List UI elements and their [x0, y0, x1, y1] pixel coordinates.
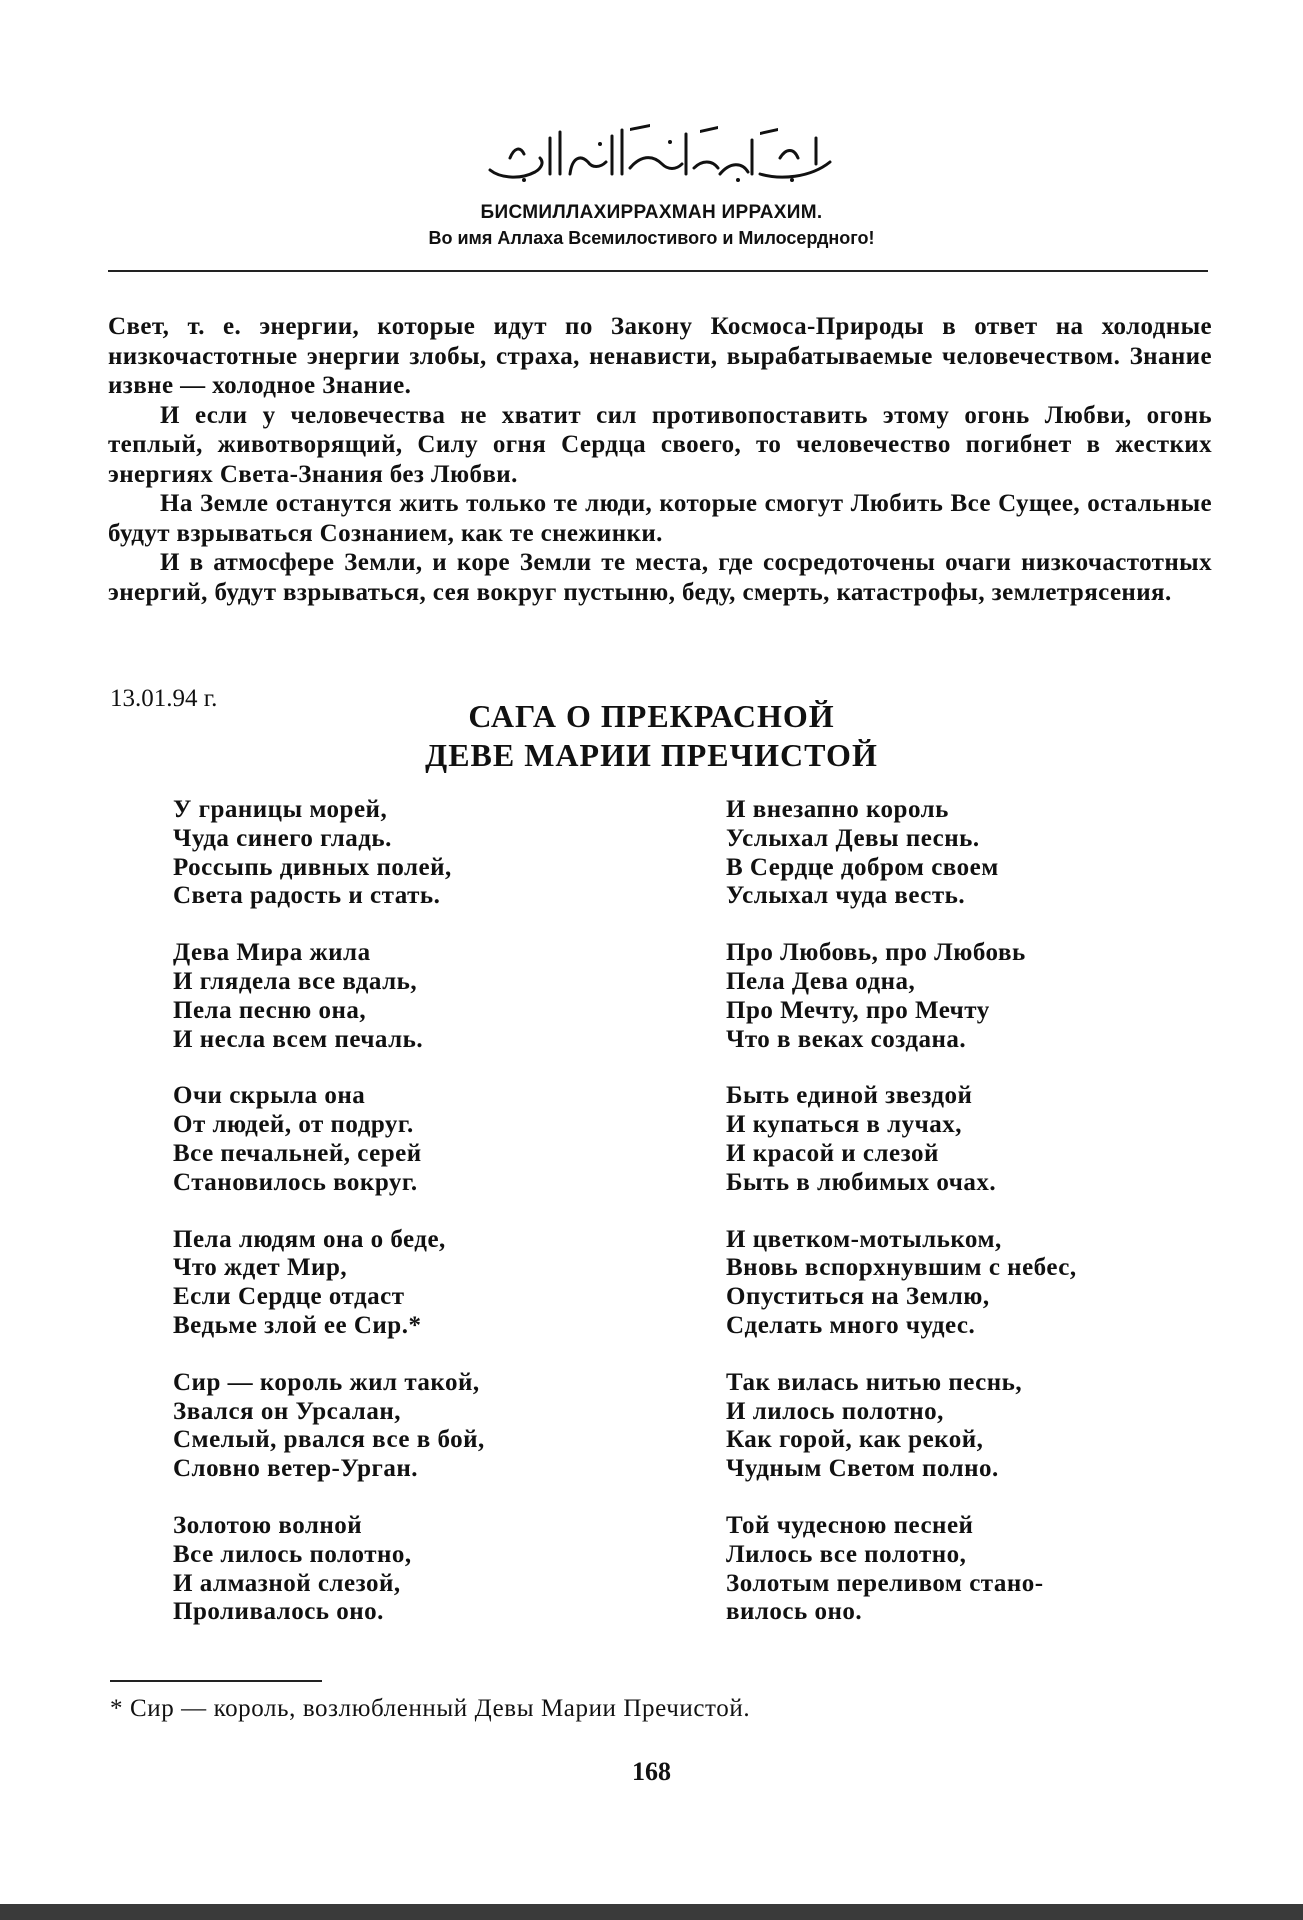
verse-line: Ведьме злой ее Сир.*: [173, 1311, 422, 1339]
verse-line: Услыхал чуда весть.: [726, 882, 966, 910]
verse-line: Все печальней, серей: [173, 1139, 422, 1167]
verse-line: Пела песню она,: [173, 996, 367, 1024]
verse-line: Сир — король жил такой,: [173, 1368, 480, 1396]
verse-line: Пела людям она о беде,: [173, 1225, 446, 1253]
poem-date: 13.01.94 г.: [110, 685, 218, 712]
verse-line: Лилось все полотно,: [726, 1540, 967, 1568]
verse-line: Если Сердце отдаст: [173, 1283, 405, 1311]
verse-line: Услыхал Девы песнь.: [726, 824, 980, 852]
verse-line: И глядела все вдаль,: [173, 967, 418, 995]
verse-line: Света радость и стать.: [173, 882, 441, 910]
verse-line: Дева Мира жила: [173, 939, 371, 967]
verse-line: И цветком-мотыльком,: [726, 1225, 1002, 1253]
poem-title-line: САГА О ПРЕКРАСНОЙ: [468, 698, 835, 734]
verse-line: Быть в любимых очах.: [726, 1168, 997, 1196]
verse-line: Становилось вокруг.: [173, 1168, 418, 1196]
verse-line: И лилось полотно,: [726, 1397, 944, 1425]
verse-line: Про Любовь, про Любовь: [726, 939, 1026, 967]
stanza: [726, 939, 1206, 1054]
verse-line: И красой и слезой: [726, 1139, 939, 1167]
verse-line: Той чудесною песней: [726, 1511, 974, 1539]
verse-line: Чудным Светом полно.: [726, 1455, 999, 1483]
paragraph: И если у человечества не хватит сил противопоставить этому огонь Любви, огонь теплый, животворящий, Силу огня Сердца своего, то человечество погибнет в жестких энергиях Света-Знания без Любви.: [108, 401, 1212, 488]
verse-line: Золотым переливом стано-: [726, 1569, 1044, 1597]
verse-line: Сделать много чудес.: [726, 1311, 976, 1339]
verse-line: Как горой, как рекой,: [726, 1426, 984, 1454]
paragraph: И в атмосфере Земли, и коре Земли те места, где сосредоточены очаги низкочастотных энергий, будут взрываться, сея вокруг пустыню, беду, смерть, катастрофы, землетрясения.: [108, 549, 1212, 606]
verse-line: вилось оно.: [726, 1598, 863, 1626]
bismillah-transliteration: БИСМИЛЛАХИРРАХМАН ИРРАХИМ.: [480, 202, 823, 223]
stanza: [726, 1226, 1206, 1341]
stanza: [726, 1082, 1206, 1197]
verse-line: Смелый, рвался все в бой,: [173, 1426, 485, 1454]
stanza: [726, 1512, 1206, 1627]
verse-line: Быть единой звездой: [726, 1082, 973, 1110]
verse-line: Что ждет Мир,: [173, 1254, 348, 1282]
verse-line: От людей, от подруг.: [173, 1111, 414, 1139]
verse-line: Словно ветер-Урган.: [173, 1455, 419, 1483]
verse-line: Чуда синего гладь.: [173, 824, 392, 852]
verse-line: И несла всем печаль.: [173, 1025, 424, 1053]
stanza: [726, 796, 1206, 911]
verse-line: В Сердце добром своем: [726, 853, 999, 881]
verse-line: У границы морей,: [173, 796, 388, 823]
page-number: 168: [632, 1757, 671, 1786]
stanza: [173, 1369, 643, 1484]
verse-line: И купаться в лучах,: [726, 1111, 963, 1139]
poem-column-left: [173, 796, 643, 1655]
verse-line: И внезапно король: [726, 796, 949, 823]
poem-column-right: [726, 796, 1206, 1655]
verse-line: Что в веках создана.: [726, 1025, 967, 1053]
verse-line: Вновь вспорхнувшим с небес,: [726, 1254, 1077, 1282]
verse-line: Все лилось полотно,: [173, 1540, 412, 1568]
poem-title: [0, 697, 1303, 775]
footnote: * Сир — король, возлюбленный Девы Марии Пречистой.: [110, 1695, 751, 1722]
verse-line: И алмазной слезой,: [173, 1569, 401, 1597]
stanza: [173, 1512, 643, 1627]
verse-line: Очи скрыла она: [173, 1082, 366, 1110]
verse-line: Пела Дева одна,: [726, 967, 916, 995]
stanza: [173, 796, 643, 911]
footnote-divider: [110, 1680, 322, 1682]
verse-line: Россыпь дивных полей,: [173, 853, 452, 881]
poem-title-line: ДЕВЕ МАРИИ ПРЕЧИСТОЙ: [425, 737, 878, 773]
stanza: [173, 1082, 643, 1197]
paragraph: На Земле останутся жить только те люди, которые смогут Любить Все Сущее, остальные будут взрываться Сознанием, как те снежинки.: [108, 490, 1212, 547]
scan-edge: [0, 1904, 1303, 1920]
verse-line: Так вилась нитью песнь,: [726, 1368, 1023, 1396]
stanza: [173, 939, 643, 1054]
stanza: [173, 1226, 643, 1341]
verse-line: Золотою волной: [173, 1511, 363, 1539]
stanza: [726, 1369, 1206, 1484]
bismillah-calligraphy: [480, 118, 840, 188]
prose-section: [108, 312, 1212, 607]
bismillah-translation: Во имя Аллаха Всемилостивого и Милосердного!: [428, 228, 875, 248]
verse-line: Про Мечту, про Мечту: [726, 996, 990, 1024]
verse-line: Звался он Урсалан,: [173, 1397, 401, 1425]
verse-line: Опуститься на Землю,: [726, 1283, 990, 1311]
header-divider: [108, 270, 1208, 272]
verse-line: Проливалось оно.: [173, 1598, 384, 1626]
paragraph: Свет, т. е. энергии, которые идут по Закону Космоса-Природы в ответ на холодные низкочастотные энергии злобы, страха, ненависти, вырабатываемые человечеством. Знание извне — холодное Знание.: [108, 313, 1212, 399]
